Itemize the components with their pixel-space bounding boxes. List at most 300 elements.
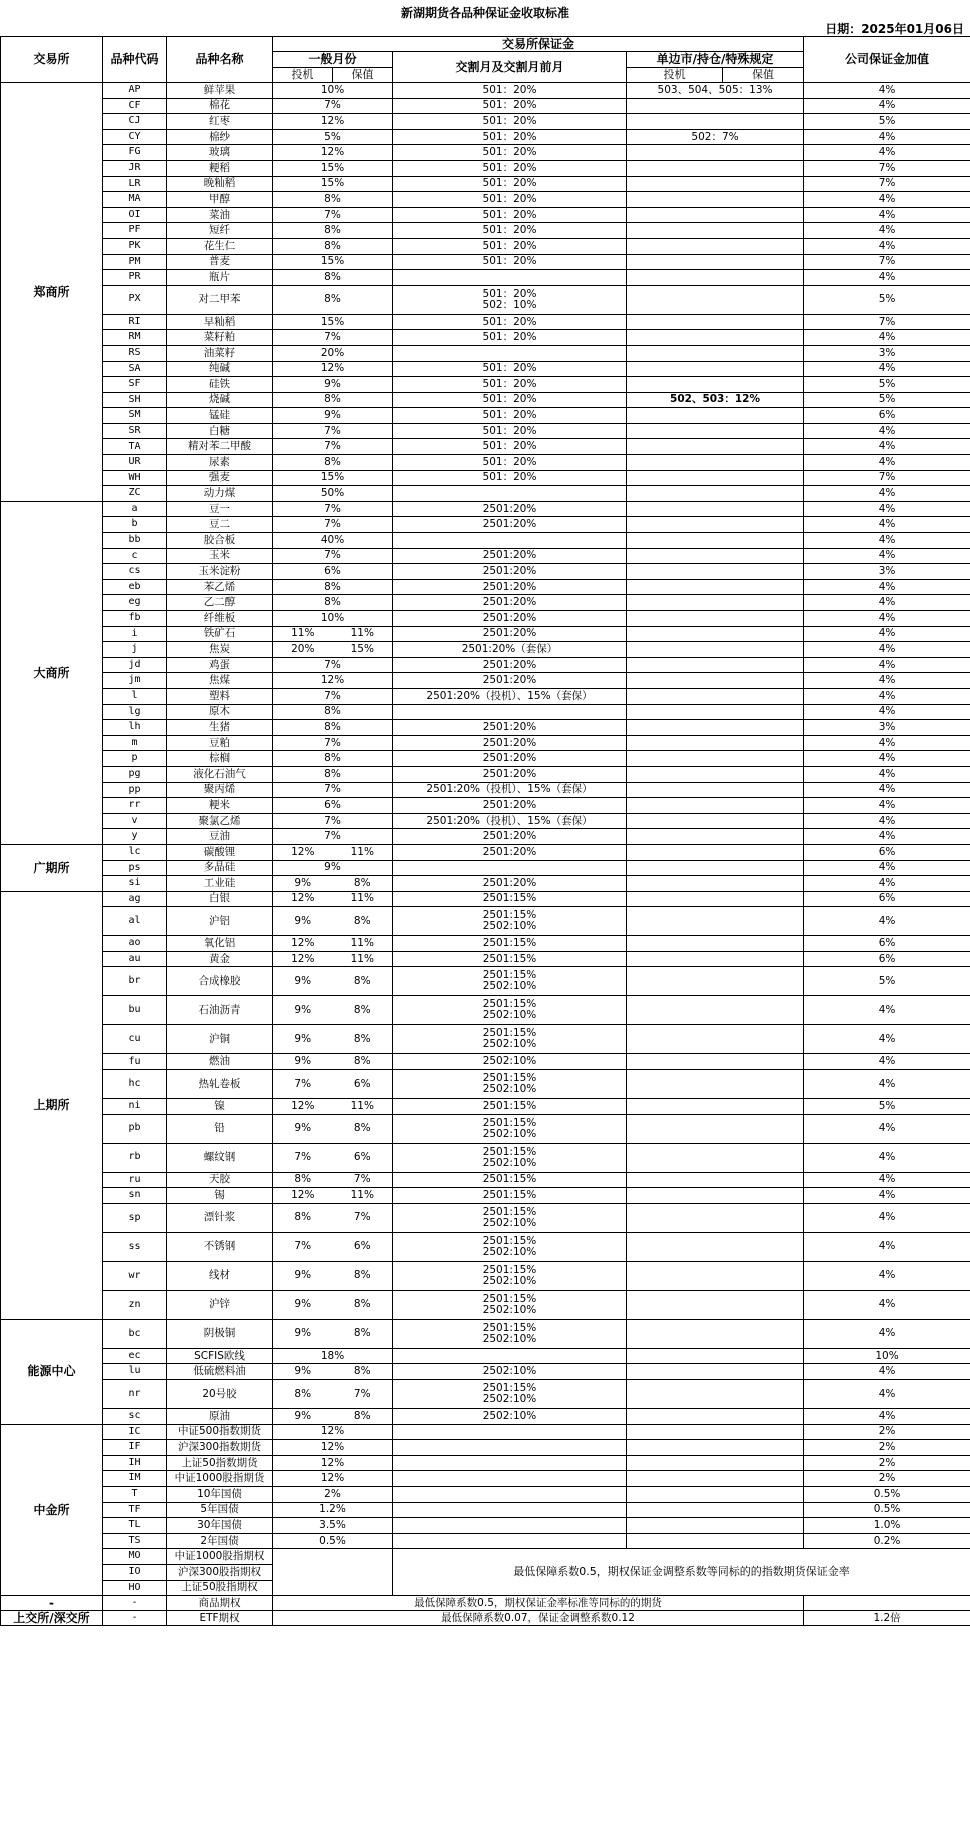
delivery-line: 501：20% <box>482 114 537 127</box>
code-cell: bb <box>103 533 167 549</box>
company-add-cell: 6% <box>804 951 970 967</box>
delivery-cell <box>393 285 627 314</box>
delivery-cell <box>393 1070 627 1099</box>
exchange-cell: 上交所/深交所 <box>1 1611 103 1626</box>
name-cell: 短纤 <box>167 223 273 239</box>
general-speculation-cell: 9% <box>273 1261 333 1290</box>
company-add-cell: 7% <box>804 176 970 192</box>
code-cell: SM <box>103 408 167 424</box>
special-cell: 503、504、505：13% <box>627 83 804 99</box>
delivery-line: 2501:15% <box>482 1099 537 1112</box>
table-row <box>1 782 970 798</box>
company-add-cell: 4% <box>804 207 970 223</box>
general-hedging-cell: 8% <box>333 967 393 996</box>
company-add-cell: 4% <box>804 907 970 936</box>
delivery-line: 2501:15% <box>482 1189 537 1202</box>
company-add-cell: 5% <box>804 114 970 130</box>
code-cell: SH <box>103 392 167 408</box>
name-cell: 锰硅 <box>167 408 273 424</box>
name-cell: 热轧卷板 <box>167 1070 273 1099</box>
delivery-cell <box>393 1319 627 1348</box>
special-cell <box>627 377 804 393</box>
code-cell: jd <box>103 657 167 673</box>
delivery-line: 2501:15% <box>482 1382 537 1395</box>
delivery-line: 2501:20% <box>482 580 537 593</box>
delivery-line: 2501:15% <box>482 1116 537 1129</box>
general-speculation-cell: 9% <box>273 876 333 892</box>
company-add-cell: 4% <box>804 1261 970 1290</box>
code-cell: br <box>103 967 167 996</box>
delivery-line: 2501:20% <box>482 752 537 765</box>
code-cell: IM <box>103 1471 167 1487</box>
delivery-cell <box>393 595 627 611</box>
table-row <box>1 392 970 408</box>
name-cell: 豆一 <box>167 501 273 517</box>
delivery-line: 2502:10% <box>482 1245 537 1258</box>
table-row <box>1 611 970 627</box>
code-cell: cu <box>103 1025 167 1054</box>
general-month-cell: 7% <box>273 548 393 564</box>
table-row <box>1 907 970 936</box>
company-add-cell: 3% <box>804 345 970 361</box>
name-cell: 线材 <box>167 1261 273 1290</box>
delivery-line: 501：20% <box>482 208 537 221</box>
general-hedging-cell: 7% <box>333 1172 393 1188</box>
delivery-line: 501：20% <box>482 362 537 375</box>
special-cell <box>627 782 804 798</box>
general-speculation-cell: 12% <box>273 951 333 967</box>
special-cell <box>627 967 804 996</box>
name-cell: 豆粕 <box>167 735 273 751</box>
code-cell: sc <box>103 1409 167 1425</box>
company-add-cell: 4% <box>804 423 970 439</box>
general-speculation-cell: 12% <box>273 1188 333 1204</box>
name-cell: 粳米 <box>167 798 273 814</box>
company-add-cell: 2% <box>804 1455 970 1471</box>
general-month-cell: 8% <box>273 192 393 208</box>
table-row <box>1 98 970 114</box>
company-add-cell: 4% <box>804 1319 970 1348</box>
name-cell: 瓶片 <box>167 270 273 286</box>
delivery-line: 2501:20% <box>482 767 537 780</box>
general-month-cell: 7% <box>273 657 393 673</box>
special-cell <box>627 517 804 533</box>
delivery-line: 501：20% <box>482 255 537 268</box>
special-cell <box>627 829 804 845</box>
name-cell: 动力煤 <box>167 486 273 502</box>
table-row <box>1 642 970 658</box>
name-cell: 2年国债 <box>167 1533 273 1549</box>
table-row <box>1 1172 970 1188</box>
delivery-cell <box>393 1380 627 1409</box>
company-add-cell: 4% <box>804 1232 970 1261</box>
general-month-cell: 7% <box>273 829 393 845</box>
delivery-line: 2501:15% <box>482 952 537 965</box>
general-month-cell: 12% <box>273 114 393 130</box>
name-cell: 菜油 <box>167 207 273 223</box>
special-cell <box>627 595 804 611</box>
delivery-line: 2502:10% <box>482 1274 537 1287</box>
special-cell <box>627 1348 804 1364</box>
special-cell <box>627 145 804 161</box>
delivery-line: 501：20% <box>482 315 537 328</box>
code-cell: - <box>103 1611 167 1626</box>
company-add-cell: 4% <box>804 439 970 455</box>
special-cell <box>627 98 804 114</box>
general-month-cell: 10% <box>273 611 393 627</box>
code-cell: JR <box>103 160 167 176</box>
table-row <box>1 936 970 952</box>
company-add-cell: 0.5% <box>804 1502 970 1518</box>
delivery-cell <box>393 1203 627 1232</box>
delivery-line: 501：20% <box>482 440 537 453</box>
company-add-cell: 0.5% <box>804 1487 970 1503</box>
general-speculation-cell: 8% <box>273 1172 333 1188</box>
code-cell: PX <box>103 285 167 314</box>
delivery-line: 2501:20%（投机）、15%（套保） <box>426 783 593 796</box>
general-month-cell: 7% <box>273 813 393 829</box>
table-row <box>1 891 970 907</box>
special-cell <box>627 114 804 130</box>
table-row <box>1 192 970 208</box>
footer-note-cell: 最低保障系数0.5，期权保证金率标准等同标的的期货 <box>273 1596 804 1611</box>
table-row <box>1 238 970 254</box>
special-cell <box>627 486 804 502</box>
table-row <box>1 1596 970 1611</box>
company-add-cell: 4% <box>804 735 970 751</box>
general-speculation-cell: 8% <box>273 1380 333 1409</box>
company-add-cell: 4% <box>804 238 970 254</box>
special-cell <box>627 798 804 814</box>
special-cell <box>627 207 804 223</box>
company-add-cell: 4% <box>804 330 970 346</box>
company-add-cell: 4% <box>804 657 970 673</box>
company-add-cell: 4% <box>804 688 970 704</box>
company-add-cell: 6% <box>804 891 970 907</box>
company-add-cell: 4% <box>804 501 970 517</box>
general-speculation-cell: 9% <box>273 1364 333 1380</box>
delivery-line: 501：20% <box>482 471 537 484</box>
special-cell <box>627 1099 804 1115</box>
general-speculation-cell: 9% <box>273 907 333 936</box>
name-cell: 沪铝 <box>167 907 273 936</box>
delivery-cell <box>393 642 627 658</box>
code-cell: y <box>103 829 167 845</box>
name-cell: 乙二醇 <box>167 595 273 611</box>
table-row <box>1 564 970 580</box>
delivery-cell <box>393 751 627 767</box>
header-name: 品种名称 <box>167 37 273 83</box>
delivery-cell <box>393 129 627 145</box>
code-cell: WH <box>103 470 167 486</box>
name-cell: 纤维板 <box>167 611 273 627</box>
header-company-add: 公司保证金加值 <box>804 37 970 83</box>
table-row <box>1 1203 970 1232</box>
general-month-cell: 15% <box>273 314 393 330</box>
table-row <box>1 176 970 192</box>
delivery-line: 501：20% <box>482 99 537 112</box>
name-cell: 沪锌 <box>167 1290 273 1319</box>
table-row <box>1 1099 970 1115</box>
code-cell: ru <box>103 1172 167 1188</box>
table-row <box>1 1025 970 1054</box>
delivery-line: 2501:15% <box>482 1072 537 1085</box>
special-cell <box>627 1424 804 1440</box>
delivery-cell <box>393 1348 627 1364</box>
delivery-cell <box>393 704 627 720</box>
name-cell: 豆油 <box>167 829 273 845</box>
delivery-cell <box>393 1364 627 1380</box>
delivery-cell <box>393 176 627 192</box>
delivery-line: 2501:15% <box>482 1145 537 1158</box>
general-hedging-cell: 8% <box>333 1319 393 1348</box>
table-row <box>1 548 970 564</box>
general-month-cell: 12% <box>273 673 393 689</box>
code-cell: ZC <box>103 486 167 502</box>
general-speculation-cell: 9% <box>273 1319 333 1348</box>
delivery-cell <box>393 936 627 952</box>
general-month-cell: 1.2% <box>273 1502 393 1518</box>
special-cell <box>627 1143 804 1172</box>
table-row <box>1 270 970 286</box>
delivery-line: 501：20% <box>482 455 537 468</box>
special-cell <box>627 1232 804 1261</box>
table-row <box>1 844 970 860</box>
name-cell: SCFIS欧线 <box>167 1348 273 1364</box>
general-speculation-cell: 9% <box>273 1054 333 1070</box>
delivery-line: 2501:15% <box>482 1292 537 1305</box>
delivery-line: 2501:20%（投机）、15%（套保） <box>426 814 593 827</box>
general-month-cell: 12% <box>273 1440 393 1456</box>
general-month-cell: 8% <box>273 238 393 254</box>
special-cell <box>627 470 804 486</box>
header-row-1 <box>1 37 970 52</box>
general-month-cell: 8% <box>273 595 393 611</box>
name-cell: 精对苯二甲酸 <box>167 439 273 455</box>
general-month-cell: 8% <box>273 270 393 286</box>
name-cell: 玉米 <box>167 548 273 564</box>
company-add-cell: 7% <box>804 254 970 270</box>
general-month-cell: 8% <box>273 751 393 767</box>
special-cell <box>627 1533 804 1549</box>
delivery-cell <box>393 907 627 936</box>
special-cell <box>627 330 804 346</box>
company-add-cell: 4% <box>804 996 970 1025</box>
delivery-cell <box>393 1025 627 1054</box>
delivery-line: 501：20% <box>482 239 537 252</box>
special-cell <box>627 548 804 564</box>
delivery-line: 501：20% <box>482 146 537 159</box>
table-row <box>1 314 970 330</box>
table-row <box>1 254 970 270</box>
delivery-cell <box>393 1114 627 1143</box>
delivery-line: 2502:10% <box>482 1055 537 1068</box>
code-cell: PM <box>103 254 167 270</box>
name-cell: 硅铁 <box>167 377 273 393</box>
general-month-cell: 7% <box>273 330 393 346</box>
name-cell: 10年国债 <box>167 1487 273 1503</box>
company-add-cell: 4% <box>804 1380 970 1409</box>
name-cell: 工业硅 <box>167 876 273 892</box>
general-month-cell: 8% <box>273 766 393 782</box>
delivery-cell <box>393 160 627 176</box>
name-cell: 豆二 <box>167 517 273 533</box>
general-month-cell: 6% <box>273 564 393 580</box>
delivery-cell <box>393 766 627 782</box>
special-cell <box>627 439 804 455</box>
delivery-line: 2502:10% <box>482 1009 537 1022</box>
general-hedging-cell: 8% <box>333 1114 393 1143</box>
company-add-cell: 4% <box>804 517 970 533</box>
company-add-cell: 6% <box>804 936 970 952</box>
company-add-cell: 4% <box>804 533 970 549</box>
general-speculation-cell: 11% <box>273 626 333 642</box>
name-cell: 中证1000股指期权 <box>167 1549 273 1565</box>
delivery-cell <box>393 1290 627 1319</box>
company-add-cell: 5% <box>804 392 970 408</box>
general-month-cell: 9% <box>273 860 393 876</box>
special-cell: 502、503：12% <box>627 392 804 408</box>
name-cell: 聚氯乙烯 <box>167 813 273 829</box>
delivery-line: 501：20% <box>482 393 537 406</box>
general-month-cell: 8% <box>273 720 393 736</box>
company-add-cell: 6% <box>804 408 970 424</box>
company-add-cell: 2% <box>804 1471 970 1487</box>
delivery-cell <box>393 408 627 424</box>
table-row <box>1 751 970 767</box>
delivery-cell <box>393 688 627 704</box>
special-cell <box>627 1261 804 1290</box>
delivery-cell <box>393 470 627 486</box>
delivery-cell <box>393 1440 627 1456</box>
code-cell: FG <box>103 145 167 161</box>
delivery-cell <box>393 238 627 254</box>
delivery-line: 2501:20%（套保） <box>461 642 558 655</box>
company-add-cell: 4% <box>804 782 970 798</box>
header-speculation: 投机 <box>273 68 333 83</box>
name-cell: 不锈钢 <box>167 1232 273 1261</box>
table-row <box>1 114 970 130</box>
delivery-cell <box>393 1487 627 1503</box>
table-row <box>1 1440 970 1456</box>
delivery-line: 2501:20% <box>482 736 537 749</box>
code-cell: IO <box>103 1564 167 1580</box>
general-month-cell: 40% <box>273 533 393 549</box>
code-cell: eb <box>103 579 167 595</box>
special-cell <box>627 936 804 952</box>
name-cell: 聚丙烯 <box>167 782 273 798</box>
delivery-cell <box>393 720 627 736</box>
code-cell: wr <box>103 1261 167 1290</box>
general-month-cell: 12% <box>273 361 393 377</box>
table-row <box>1 688 970 704</box>
table-row <box>1 798 970 814</box>
general-hedging-cell: 8% <box>333 1409 393 1425</box>
delivery-cell <box>393 844 627 860</box>
code-cell: IC <box>103 1424 167 1440</box>
company-add-cell: 4% <box>804 876 970 892</box>
special-cell <box>627 533 804 549</box>
table-row <box>1 486 970 502</box>
delivery-cell <box>393 876 627 892</box>
general-month-cell: 2% <box>273 1487 393 1503</box>
margin-table <box>0 36 970 1626</box>
special-cell <box>627 270 804 286</box>
table-row <box>1 1348 970 1364</box>
company-add-cell: 4% <box>804 1114 970 1143</box>
code-cell: fu <box>103 1054 167 1070</box>
table-row <box>1 626 970 642</box>
special-cell <box>627 735 804 751</box>
general-speculation-cell: 12% <box>273 891 333 907</box>
name-cell: 铅 <box>167 1114 273 1143</box>
delivery-line: 2501:20% <box>482 596 537 609</box>
code-cell: OI <box>103 207 167 223</box>
special-cell <box>627 1114 804 1143</box>
name-cell: 烧碱 <box>167 392 273 408</box>
special-cell <box>627 996 804 1025</box>
general-month-cell: 7% <box>273 782 393 798</box>
company-add-cell: 2% <box>804 1440 970 1456</box>
general-hedging-cell: 6% <box>333 1232 393 1261</box>
general-speculation-cell: 7% <box>273 1232 333 1261</box>
delivery-cell <box>393 626 627 642</box>
table-row <box>1 876 970 892</box>
delivery-line: 2501:15% <box>482 909 537 922</box>
company-add-cell: 4% <box>804 1143 970 1172</box>
code-cell: lc <box>103 844 167 860</box>
table-row <box>1 207 970 223</box>
delivery-line: 501：20% <box>482 83 537 96</box>
delivery-cell <box>393 114 627 130</box>
company-add-cell: 4% <box>804 798 970 814</box>
special-cell <box>627 704 804 720</box>
general-month-cell: 12% <box>273 1424 393 1440</box>
delivery-cell <box>393 1054 627 1070</box>
general-hedging-cell: 11% <box>333 1099 393 1115</box>
code-cell: SA <box>103 361 167 377</box>
general-month-cell: 3.5% <box>273 1518 393 1534</box>
name-cell: 普麦 <box>167 254 273 270</box>
delivery-line: 2501:20% <box>482 845 537 858</box>
general-month-cell: 7% <box>273 423 393 439</box>
code-cell: p <box>103 751 167 767</box>
special-cell <box>627 688 804 704</box>
delivery-line: 2502:10% <box>482 1303 537 1316</box>
name-cell: 鸡蛋 <box>167 657 273 673</box>
exchange-cell: 郑商所 <box>1 83 103 502</box>
company-add-cell: 10% <box>804 1348 970 1364</box>
company-add-cell: 3% <box>804 720 970 736</box>
special-cell <box>627 254 804 270</box>
company-add-cell: 4% <box>804 611 970 627</box>
table-row <box>1 408 970 424</box>
company-add-cell: 4% <box>804 145 970 161</box>
special-cell <box>627 1409 804 1425</box>
delivery-line: 2502:10% <box>482 1083 537 1096</box>
delivery-line: 2501:20% <box>482 830 537 843</box>
name-cell: 玻璃 <box>167 145 273 161</box>
table-row <box>1 1518 970 1534</box>
delivery-line: 501：20% <box>482 224 537 237</box>
company-add-cell: 1.0% <box>804 1518 970 1534</box>
delivery-line: 2501:15% <box>482 1321 537 1334</box>
code-cell: MA <box>103 192 167 208</box>
code-cell: HO <box>103 1580 167 1596</box>
delivery-line: 2501:20% <box>482 720 537 733</box>
code-cell: c <box>103 548 167 564</box>
code-cell: TF <box>103 1502 167 1518</box>
